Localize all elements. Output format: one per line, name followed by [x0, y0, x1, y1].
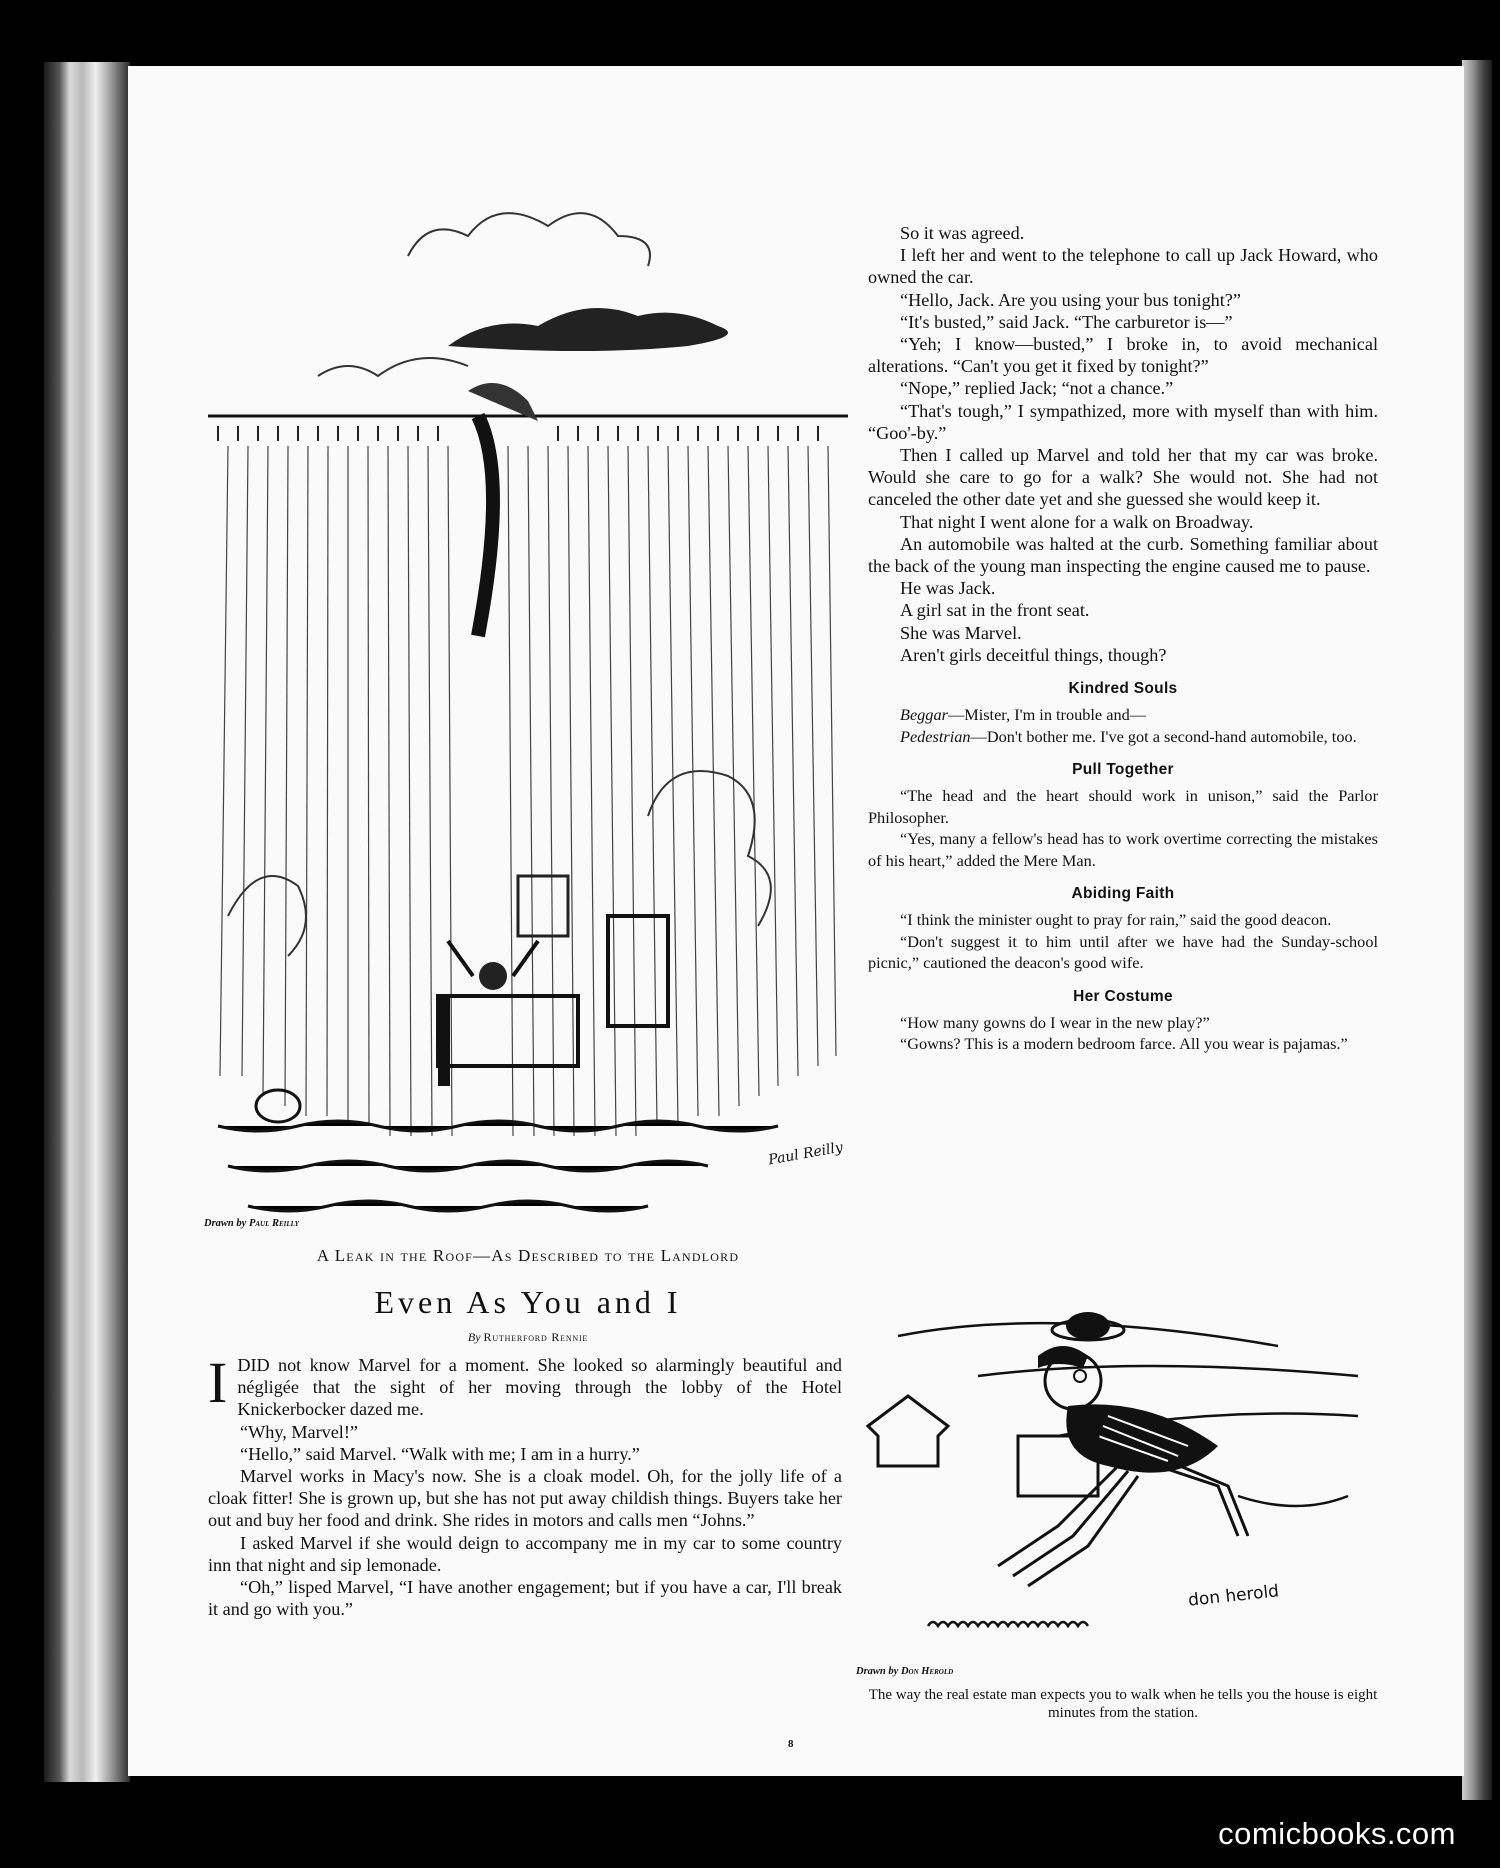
story-paragraph: So it was agreed.: [900, 223, 1025, 243]
filler-line: “I think the minister ought to pray for rain,” said the good deacon.: [900, 910, 1332, 930]
illustration-credit-right: [856, 1666, 953, 1677]
story-paragraph: “Nope,” replied Jack; “not a chance.”: [900, 378, 1174, 399]
story-paragraph: “Why, Marvel!”: [240, 1421, 358, 1442]
story-paragraph: Aren't girls deceitful things, though?: [900, 644, 1167, 665]
credit-prefix: Drawn by: [204, 1218, 247, 1229]
rain-streaks: [220, 446, 836, 1136]
story-paragraph-opening: IDID not know Marvel for a moment. She looked so alarmingly beautiful and négligée that the sight of her moving through the lobby of the Hotel Knickerbocker dazed me.: [208, 1350, 842, 1420]
story-column-left: [208, 1350, 842, 1620]
story-paragraph: He was Jack.: [900, 578, 996, 599]
story-paragraph: An automobile was halted at the curb. Something familiar about the back of the young man inspecting the engine caused me to pause.: [868, 533, 1378, 577]
filler-title: Pull Together: [1072, 761, 1174, 779]
story-paragraph: “Oh,” lisped Marvel, “I have another engagement; but if you have a car, I'll break it and go with you.”: [208, 1577, 842, 1620]
filler-title: Abiding Faith: [1071, 885, 1175, 903]
story-paragraph: “That's tough,” I sympathized, more with myself than with him. “Goo'-by.”: [868, 400, 1378, 443]
site-watermark: comicbooks.com: [1218, 1816, 1456, 1851]
filler-line: “Gowns? This is a modern bedroom farce. All you wear is pajamas.”: [900, 1034, 1348, 1054]
page-right-edge: [1462, 60, 1492, 1800]
credit-prefix: Drawn by: [856, 1666, 899, 1677]
filler-pull-together: [868, 761, 1378, 871]
illustration-credit-left: [204, 1218, 299, 1229]
story-paragraph: I left her and went to the telephone to call up Jack Howard, who owned the car.: [868, 245, 1378, 288]
filler-line: “The head and the heart should work in unison,” said the Parlor Philosopher.: [868, 786, 1378, 827]
illustration-signature-herold: don herold: [1187, 1581, 1280, 1611]
filler-title: Kindred Souls: [1068, 680, 1178, 698]
credit-name: Don Herold: [900, 1666, 954, 1677]
illustration-caption-right: The way the real estate man expects you to walk when he tells you the house is eight minutes from the station.: [868, 1687, 1378, 1721]
story-paragraph: Marvel works in Macy's now. She is a cloak model. Oh, for the jolly life of a cloak fitter! She is grown up, but she has not put away childish things. Buyers take her out and buy her food and drink. She rides in motors and calls men “Johns.”: [208, 1466, 842, 1531]
page-number: 8: [788, 1738, 794, 1750]
story-paragraph: That night I went alone for a walk on Broadway.: [900, 511, 1254, 532]
story-paragraph: “It's busted,” said Jack. “The carburetor is—”: [900, 311, 1233, 332]
filler-line: “How many gowns do I wear in the new play?”: [900, 1012, 1210, 1032]
story-byline: By Rutherford Rennie: [467, 1330, 589, 1344]
illustration-caption-left: A Leak in the Roof—As Described to the Landlord: [316, 1246, 740, 1265]
story-title: Even As You and I: [374, 1284, 682, 1320]
running-man-illustration: [858, 1296, 1398, 1656]
story-paragraph: Then I called up Marvel and told her that my car was broke. Would she care to go for a walk? She would not. She had not canceled the other date yet and she guessed she would keep it.: [868, 445, 1378, 510]
story-paragraph: A girl sat in the front seat.: [900, 600, 1090, 621]
story-paragraph: “Hello, Jack. Are you using your bus tonight?”: [900, 289, 1241, 310]
illustration-signature-reilly: Paul Reilly: [767, 1139, 845, 1169]
book-spine-edge: [44, 62, 130, 1782]
filler-title: Her Costume: [1073, 987, 1173, 1005]
filler-her-costume: [868, 988, 1378, 1055]
magazine-page: [128, 66, 1464, 1776]
filler-line: Pedestrian—Don't bother me. I've got a second-hand automobile, too.: [900, 726, 1357, 746]
drop-cap: I: [208, 1350, 228, 1415]
credit-name: Paul Reilly: [248, 1218, 299, 1229]
story-paragraph: She was Marvel.: [900, 622, 1022, 643]
filler-line: “Yes, many a fellow's head has to work overtime correcting the mistakes of his heart,” added the Mere Man.: [868, 829, 1378, 870]
story-column-right: [868, 222, 1378, 1055]
filler-abiding-faith: [868, 885, 1378, 974]
filler-kindred-souls: [868, 680, 1378, 747]
story-paragraph: “Hello,” said Marvel. “Walk with me; I am in a hurry.”: [240, 1443, 640, 1464]
filler-line: Beggar—Mister, I'm in trouble and—: [900, 705, 1147, 725]
leak-in-roof-illustration: [208, 176, 848, 1306]
story-paragraph: “Yeh; I know—busted,” I broke in, to avoid mechanical alterations. “Can't you get it fixed by tonight?”: [868, 334, 1378, 377]
filler-line: “Don't suggest it to him until after we have had the Sunday-school picnic,” cautioned the deacon's good wife.: [868, 931, 1378, 973]
story-paragraph: I asked Marvel if she would deign to accompany me in my car to some country inn that night and sip lemonade.: [208, 1532, 842, 1575]
